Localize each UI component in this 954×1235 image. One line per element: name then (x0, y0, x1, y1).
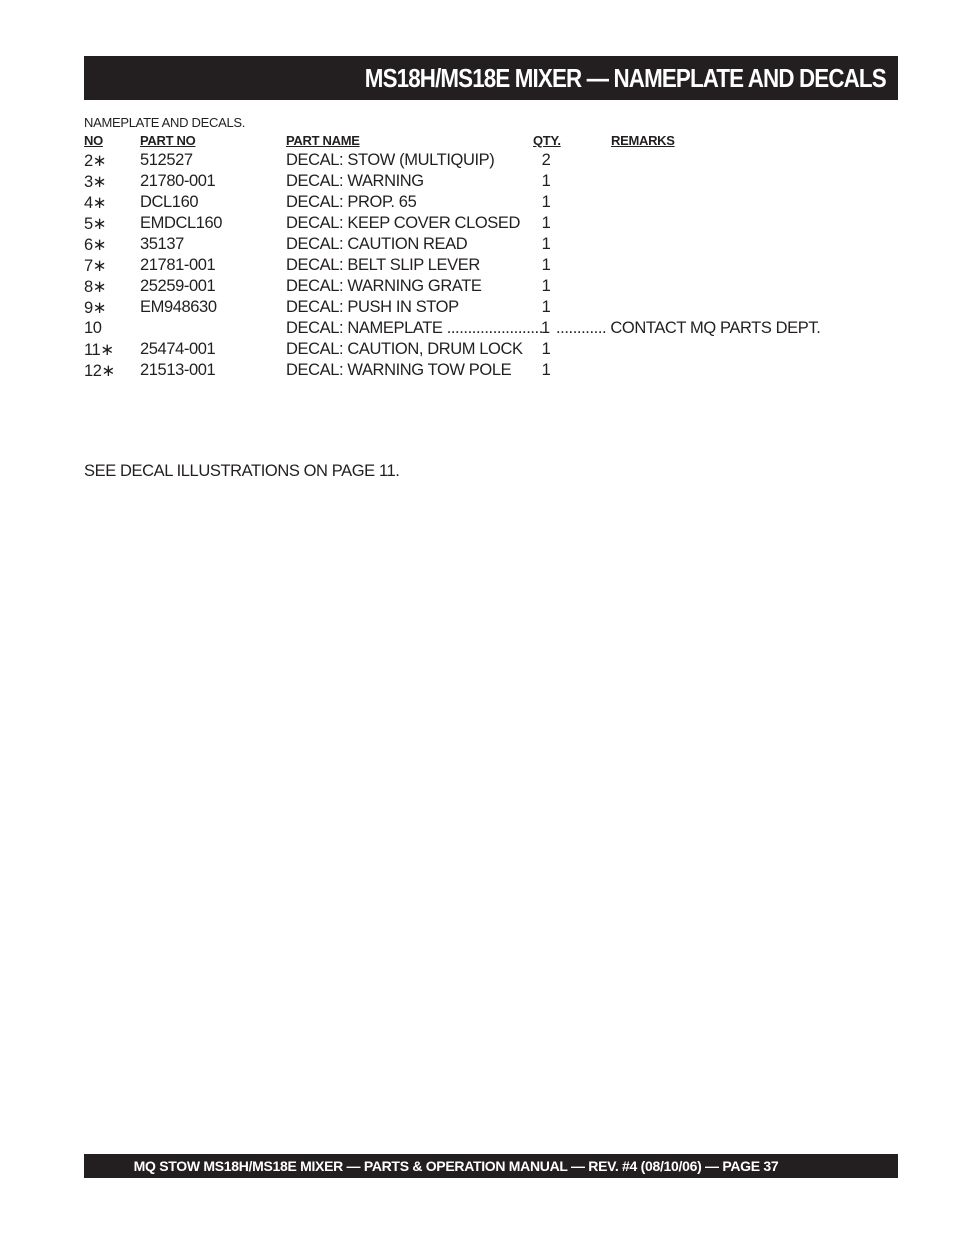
table-row (0, 171, 954, 192)
part-quantity: 1 (541, 277, 551, 295)
part-number-index: 2∗ (84, 152, 107, 170)
part-name: DECAL: PROP. 65 (286, 193, 417, 211)
part-name: DECAL: NAMEPLATE ....................... (286, 319, 543, 337)
part-quantity: 2 (541, 151, 551, 169)
part-name: DECAL: KEEP COVER CLOSED (286, 214, 521, 232)
part-name: DECAL: PUSH IN STOP (286, 298, 459, 316)
part-number: 35137 (140, 235, 184, 253)
part-number-index: 6∗ (84, 236, 107, 254)
parts-table (0, 150, 954, 381)
part-number-index: 12∗ (84, 362, 115, 380)
table-row (0, 213, 954, 234)
table-row (0, 360, 954, 381)
part-name: DECAL: CAUTION, DRUM LOCK (286, 340, 523, 358)
part-name: DECAL: WARNING (286, 172, 424, 190)
part-name: DECAL: CAUTION READ (286, 235, 468, 253)
table-row (0, 339, 954, 360)
part-quantity: 1 (541, 298, 551, 316)
part-number-index: 5∗ (84, 215, 107, 233)
part-number: EMDCL160 (140, 214, 223, 232)
page-header-bar (84, 56, 898, 100)
part-number-index: 4∗ (84, 194, 107, 212)
decal-illustration-note: SEE DECAL ILLUSTRATIONS ON PAGE 11. (84, 462, 400, 480)
section-label: NAMEPLATE AND DECALS. (84, 115, 246, 130)
part-number: 21780-001 (140, 172, 216, 190)
part-quantity: 1 (541, 193, 551, 211)
page-footer-bar (84, 1154, 898, 1178)
part-number-index: 8∗ (84, 278, 107, 296)
column-header-part-name: PART NAME (286, 133, 360, 148)
part-number-index: 7∗ (84, 257, 107, 275)
part-quantity: 1 (541, 340, 551, 358)
part-number-index: 9∗ (84, 299, 107, 317)
part-number: EM948630 (140, 298, 217, 316)
part-name: DECAL: STOW (MULTIQUIP) (286, 151, 495, 169)
part-quantity: 1 (541, 319, 550, 337)
table-row (0, 255, 954, 276)
table-row (0, 192, 954, 213)
table-row (0, 234, 954, 255)
column-header-part-no: PART NO (140, 133, 196, 148)
part-number: 512527 (140, 151, 193, 169)
part-quantity: 1 (541, 235, 551, 253)
part-number: DCL160 (140, 193, 199, 211)
part-number: 21781-001 (140, 256, 216, 274)
table-row (0, 318, 954, 339)
part-number: 25259-001 (140, 277, 216, 295)
part-quantity: 1 (541, 172, 551, 190)
table-row (0, 150, 954, 171)
column-header-qty: QTY. (533, 133, 561, 148)
part-quantity: 1 (541, 214, 551, 232)
part-number: 21513-001 (140, 361, 216, 379)
part-number-index: 11∗ (84, 341, 114, 359)
table-row (0, 276, 954, 297)
table-row (0, 297, 954, 318)
part-quantity: 1 (541, 361, 551, 379)
part-name: DECAL: BELT SLIP LEVER (286, 256, 480, 274)
part-remarks: ............ CONTACT MQ PARTS DEPT. (556, 319, 821, 337)
part-number-index: 10 (84, 319, 102, 337)
column-header-remarks: REMARKS (611, 133, 675, 148)
table-header (0, 133, 954, 151)
part-name: DECAL: WARNING GRATE (286, 277, 482, 295)
part-quantity: 1 (541, 256, 551, 274)
part-number: 25474-001 (140, 340, 216, 358)
column-header-no: NO (84, 133, 103, 148)
part-name: DECAL: WARNING TOW POLE (286, 361, 512, 379)
page-footer: MQ STOW MS18H/MS18E MIXER — PARTS & OPERATION MANUAL — REV. #4 (08/10/06) — PAGE 37 (133, 1158, 779, 1174)
page-title: MS18H/MS18E MIXER — NAMEPLATE AND DECALS (365, 62, 886, 93)
part-number-index: 3∗ (84, 173, 107, 191)
